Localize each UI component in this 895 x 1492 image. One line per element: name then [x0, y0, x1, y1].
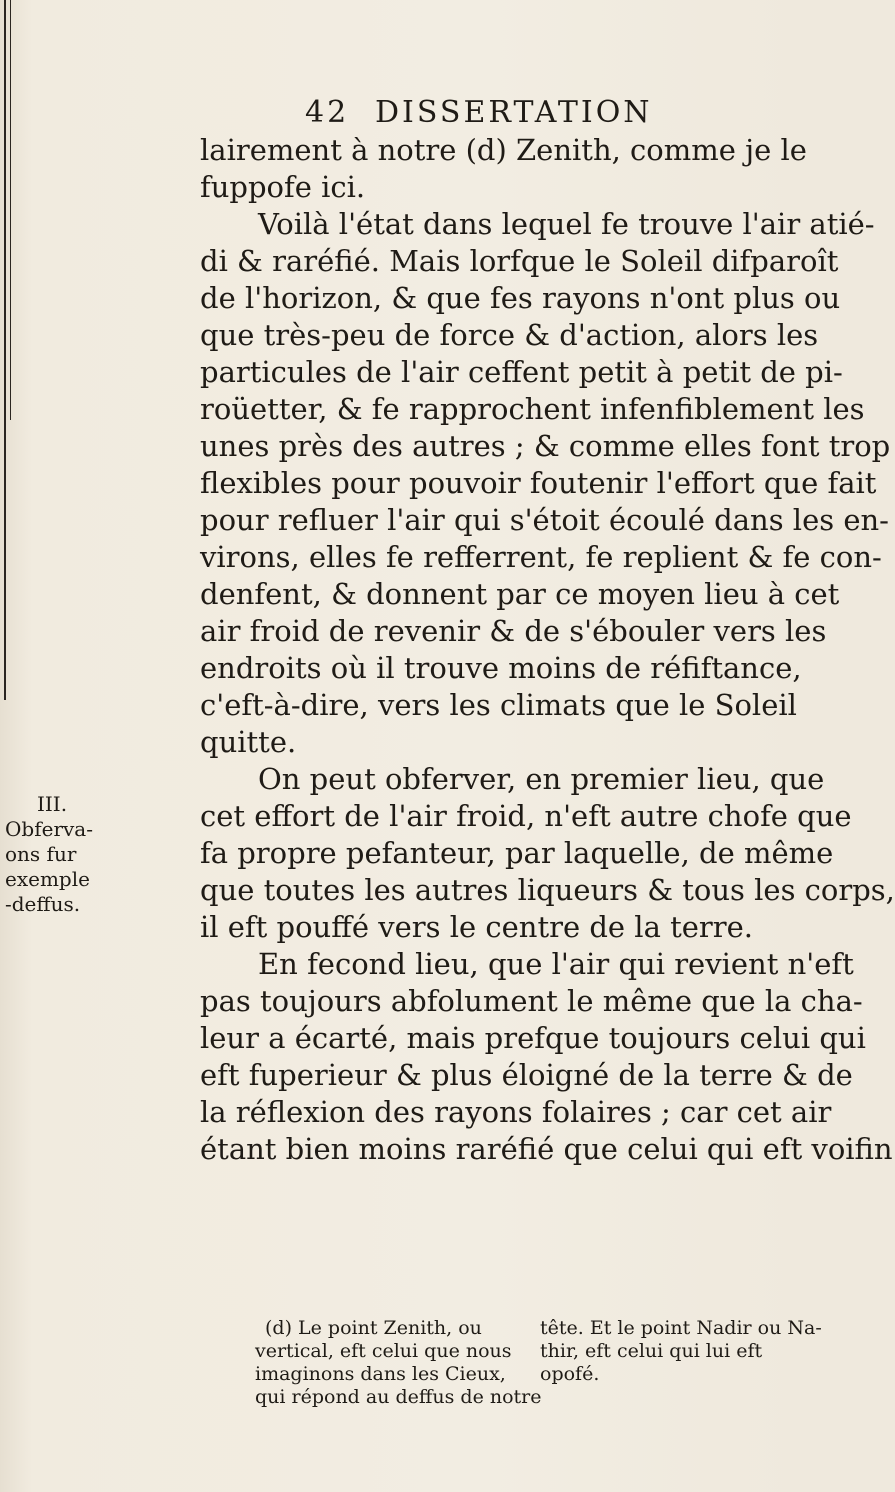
margin-note — [5, 792, 100, 917]
footnote-left-column — [255, 1317, 542, 1409]
footnote-line: opofé. — [540, 1363, 600, 1385]
text-line: Voilà l'état dans lequel fe trouve l'air atié- — [258, 207, 875, 241]
page-number: 42 — [305, 95, 350, 130]
running-title: DISSERTATION — [375, 95, 653, 130]
footnote-line: tête. Et le point Nadir ou Na- — [540, 1317, 822, 1339]
margin-note-line: III. — [37, 792, 68, 816]
text-line: que très-peu de force & d'action, alors les — [200, 318, 819, 352]
text-line: c'eft-à-dire, vers les climats que le Soleil — [200, 688, 797, 722]
text-line: En fecond lieu, que l'air qui revient n'eft — [258, 947, 854, 981]
text-line: leur a écarté, mais prefque toujours celui qui — [200, 1021, 866, 1055]
text-line: virons, elles fe refferrent, fe replient & fe con- — [200, 540, 882, 574]
margin-note-line: exemple — [5, 867, 90, 891]
footnote-line: vertical, eft celui que nous — [255, 1340, 512, 1362]
text-line: air froid de revenir & de s'ébouler vers les — [200, 614, 827, 648]
footnote-line: qui répond au deffus de notre — [255, 1386, 542, 1408]
text-line: cet effort de l'air froid, n'eft autre chofe que — [200, 799, 852, 833]
text-line: di & raréfié. Mais lorfque le Soleil difparoît — [200, 244, 839, 278]
footnote-line: thir, eft celui qui lui eft — [540, 1340, 763, 1362]
footnote-line: imaginons dans les Cieux, — [255, 1363, 506, 1385]
text-line: On peut obferver, en premier lieu, que — [258, 762, 825, 796]
text-line: que toutes les autres liqueurs & tous les corps, — [200, 873, 895, 907]
text-line: de l'horizon, & que fes rayons n'ont plus ou — [200, 281, 841, 315]
text-line: denfent, & donnent par ce moyen lieu à cet — [200, 577, 840, 611]
text-line: roüetter, & fe rapprochent infenfiblement les — [200, 392, 865, 426]
text-line: eft fuperieur & plus éloigné de la terre & de — [200, 1058, 853, 1092]
text-line: pas toujours abfolument le même que la cha- — [200, 984, 863, 1018]
margin-note-line: -deffus. — [5, 892, 81, 916]
footnote-line: (d) Le point Zenith, ou — [265, 1317, 482, 1339]
text-line: étant bien moins raréfié que celui qui eft voifin — [200, 1132, 893, 1166]
body-text — [200, 132, 895, 1168]
text-line: particules de l'air ceffent petit à petit de pi- — [200, 355, 843, 389]
binding-edge-line — [10, 0, 11, 420]
text-line: il eft pouffé vers le centre de la terre. — [200, 910, 754, 944]
margin-note-line: ons fur — [5, 842, 77, 866]
page-header — [305, 95, 775, 135]
text-line: pour refluer l'air qui s'étoit écoulé dans les en- — [200, 503, 889, 537]
text-line: la réflexion des rayons folaires ; car cet air — [200, 1095, 832, 1129]
text-line: unes près des autres ; & comme elles font trop — [200, 429, 891, 463]
text-line: lairement à notre (d) Zenith, comme je le — [200, 133, 807, 167]
text-line: quitte. — [200, 725, 297, 759]
binding-edge-line — [4, 0, 6, 700]
text-line: flexibles pour pouvoir foutenir l'effort que fait — [200, 466, 877, 500]
text-line: endroits où il trouve moins de réfiftance, — [200, 651, 802, 685]
text-line: fa propre pefanteur, par laquelle, de même — [200, 836, 834, 870]
margin-note-line: Obferva- — [5, 817, 93, 841]
footnote-right-column — [540, 1317, 822, 1386]
text-line: fuppofe ici. — [200, 170, 366, 204]
